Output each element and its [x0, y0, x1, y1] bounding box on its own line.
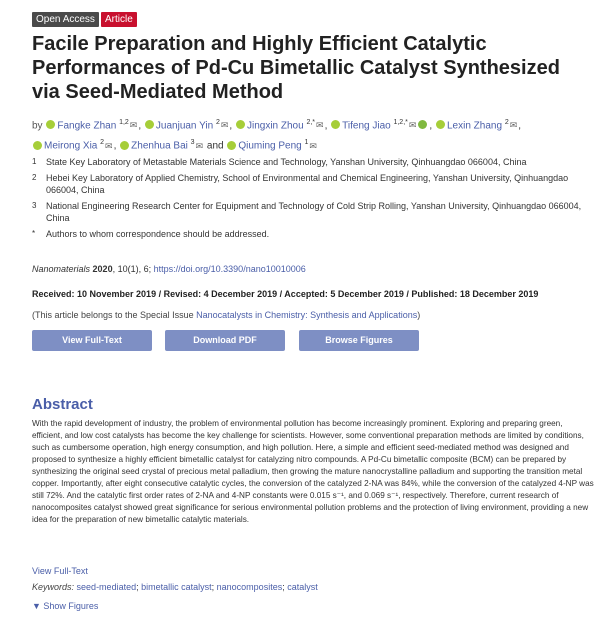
view-full-text-link[interactable]: View Full-Text: [32, 566, 88, 576]
article-type-badge: Article: [101, 12, 137, 27]
abstract-text: With the rapid development of industry, the problem of environmental pollution has become increasingly prominent. Exploring and preparing green, efficient, and low cost catalysts has become the key challenge for scientists. However, some conventional preparation methods are limited by conditions, such as cumbersome operation, high energy consumption, and high pollution. Here, a simple and efficient seed-mediated method was designed and proposed to synthesize a highly efficient bimetallic catalyst for catalyzing nitro compounds. A Pd-Cu bimetallic composite (BCM) can be prepared by synthesizing the original seed crystal of precious metal palladium, then growing the mature nanocrystalline palladium and supporting the transition metal copper. Importantly, after eight consecutive catalytic cycles, the conversion of the catalyzed 2-NA was 84%, while the conversion of the catalyzed 4-NP was still 72%. And the catalytic first order rates of 2-NA and 4-NP constants were 0.015 s⁻¹, and 0.069 s⁻¹, respectively. Therefore, current research of nanocomposites catalyst showed great significance for serious environmental pollution problems and the protection of living environment, providing a new idea for the preparation of new bimetallic catalytic materials.: [32, 419, 594, 524]
author-affil-sup: 2: [100, 139, 105, 147]
affiliation-number: 3: [32, 200, 37, 210]
by-label: by: [32, 120, 43, 132]
email-icon[interactable]: ✉: [129, 120, 138, 131]
special-issue-prefix: (This article belongs to the Special Issue: [32, 310, 197, 320]
show-figures-toggle[interactable]: ▼ Show Figures: [32, 601, 99, 611]
title-line: via Seed-Mediated Method: [32, 81, 284, 103]
keyword-link[interactable]: nanocomposites: [216, 582, 283, 592]
affiliation-number: 2: [32, 172, 37, 182]
doi-link[interactable]: https://doi.org/10.3390/nano10010006: [153, 264, 306, 274]
view-full-text-button[interactable]: View Full-Text: [32, 330, 152, 351]
author-link[interactable]: Zhenhua Bai: [131, 140, 188, 152]
browse-figures-button[interactable]: Browse Figures: [299, 330, 419, 351]
open-access-badge: Open Access: [32, 12, 99, 27]
keywords: Keywords: seed-mediated; bimetallic catalyst; nanocomposites; catalyst: [32, 582, 318, 592]
affiliation-number: 1: [32, 157, 37, 166]
author-affil-sup: 1,2: [119, 119, 129, 126]
affiliation-item: [32, 156, 592, 169]
title-line: Performances of Pd-Cu Bimetallic Catalyst Synthesized: [32, 57, 560, 79]
author-list: by Fangke Zhan $^{1,2}$✉, Juanjuan Yin $^2$✉, Jingxin Zhou $^{2,*}$✉, Tifeng Jiao $^{1,2,*}$✉ , Lexin Zhang $^2$✉, Meirong Xia $^2$✉, Zhenhua Bai $^3$✉ and Qiuming Peng $^1$✉: [32, 119, 522, 152]
email-icon[interactable]: ✉: [509, 120, 518, 131]
orcid-id-icon[interactable]: [418, 120, 427, 129]
affiliation-text: State Key Laboratory of Metastable Materials Science and Technology, Yanshan University, Qinhuangdao 066004, China: [46, 157, 527, 167]
orcid-icon[interactable]: [331, 120, 340, 129]
publication-dates: Received: 10 November 2019 / Revised: 4 December 2019 / Accepted: 5 December 2019 / Published: 18 December 2019: [32, 289, 539, 299]
email-icon[interactable]: ✉: [309, 140, 317, 151]
affiliation-text: Authors to whom correspondence should be addressed.: [46, 228, 270, 239]
email-icon[interactable]: ✉: [105, 140, 113, 151]
orcid-icon[interactable]: [120, 141, 129, 150]
author-link[interactable]: Tifeng Jiao: [342, 120, 391, 132]
keyword-link[interactable]: catalyst: [287, 582, 318, 592]
keyword-link[interactable]: seed-mediated: [76, 582, 137, 592]
orcid-icon[interactable]: [436, 120, 445, 129]
special-issue-suffix: ): [417, 310, 421, 320]
article-title: [32, 32, 592, 104]
affiliation-item: [32, 172, 592, 197]
author-affil-sup: 2: [504, 119, 509, 126]
email-icon[interactable]: ✉: [220, 120, 229, 131]
orcid-icon[interactable]: [236, 120, 245, 129]
citation: [32, 264, 306, 274]
orcid-icon[interactable]: [227, 141, 236, 150]
special-issue-link[interactable]: Nanocatalysts in Chemistry: Synthesis and Applications: [196, 310, 418, 320]
author-link[interactable]: Meirong Xia: [44, 140, 98, 152]
affiliation-text: National Engineering Research Center for Equipment and Technology of Cold Strip Rolling, Yanshan University, Qinhuangdao 066004, China: [46, 200, 582, 223]
orcid-icon[interactable]: [145, 120, 154, 129]
citation-volume: , 10(1), 6;: [112, 264, 152, 274]
author-affil-sup: 2: [215, 119, 220, 126]
special-issue-note: [32, 310, 420, 320]
orcid-icon[interactable]: [46, 120, 55, 129]
affiliation-number: *: [32, 228, 36, 238]
author-link[interactable]: Lexin Zhang: [446, 120, 503, 132]
author-affil-sup: 1,2,*: [393, 119, 408, 126]
affiliation-text: Hebei Key Laboratory of Applied Chemistry, School of Environmental and Chemical Engineering, Yanshan University, Qinhuangdao 066004, China: [46, 172, 569, 195]
title-line: Facile Preparation and Highly Efficient Catalytic: [32, 33, 487, 55]
email-icon[interactable]: ✉: [408, 120, 417, 131]
author-link[interactable]: Qiuming Peng: [238, 140, 302, 152]
author-link[interactable]: Juanjuan Yin: [155, 120, 214, 132]
journal-name: Nanomaterials: [32, 264, 91, 274]
email-icon[interactable]: ✉: [195, 140, 204, 151]
affiliation-item: [32, 228, 592, 241]
citation-year: 2020: [92, 264, 113, 274]
keywords-label: Keywords:: [32, 582, 75, 592]
affiliations: [32, 156, 592, 243]
keyword-link[interactable]: bimetallic catalyst: [141, 582, 212, 592]
orcid-icon[interactable]: [33, 141, 42, 150]
abstract-heading: Abstract: [32, 396, 93, 413]
email-icon[interactable]: ✉: [316, 120, 324, 131]
author-affil-sup: 1: [304, 139, 309, 147]
download-pdf-button[interactable]: Download PDF: [165, 330, 285, 351]
author-link[interactable]: Fangke Zhan: [57, 120, 117, 132]
author-affil-sup: 3: [190, 139, 195, 147]
author-affil-sup: 2,*: [306, 119, 316, 126]
and-label: and: [206, 140, 224, 152]
affiliation-item: [32, 200, 592, 225]
author-link[interactable]: Jingxin Zhou: [246, 120, 304, 132]
